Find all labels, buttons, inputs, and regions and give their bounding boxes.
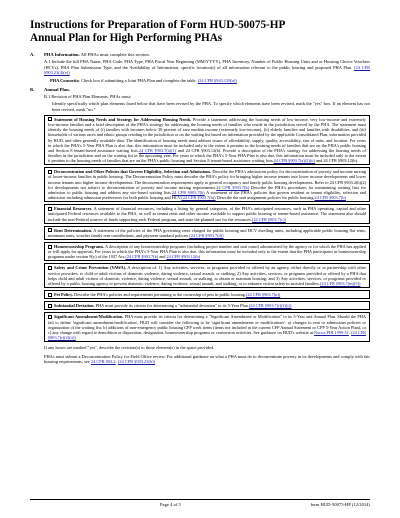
plan-element-box [44, 226, 370, 240]
element-checkbox[interactable] [48, 293, 52, 297]
citation-link[interactable]: (24 CFR §903.7(r)(2)(i)) [248, 303, 292, 309]
citation-link[interactable]: (24 CFR §903.7(r)(2)(ii)) [48, 329, 366, 341]
plan-element-box [44, 290, 370, 299]
plan-element-box [44, 167, 370, 202]
citation-link[interactable]: (24 CFR §903.23(4)(e)) [44, 64, 371, 75]
citation-link[interactable]: (24 CFR §903.7(c)) [251, 216, 286, 222]
citation-link[interactable]: (24 CFR §943.128(a)) [197, 78, 237, 84]
element-checkbox[interactable] [48, 207, 52, 211]
element-text: and [158, 254, 167, 260]
section-a-heading: A. PHA Information. All PHAs must complete this section. [30, 52, 150, 57]
element-text: A description of any homeownership programs (including project number and unit count) administered by the agency or for which the PHA has applied or will apply for approval. For years in which the PHA's 5-Year PHA Plan is also due, this information must be included only to the extent that the PHA participates in homeownership programs under section 8(y) of the 1937 Act. [48, 244, 366, 260]
element-checkbox[interactable] [48, 304, 52, 308]
element-checkbox[interactable] [48, 117, 52, 121]
form-identifier: form HUD-50075-HP (12/2014) [310, 502, 370, 507]
citation-link[interactable]: (24 CFR §903.7(d)) [189, 232, 224, 238]
section-b1-text: B.1 Revision of PHA Plan Elements. PHAs must: [44, 94, 132, 99]
element-checkbox[interactable] [48, 315, 52, 319]
element-text: Describe the PHA's procedures for maintaining waiting lists for admission to public housing and address any site-based waiting lists. [48, 184, 366, 195]
section-a1-text: A.1 Include the full PHA Name, PHA Code, PHA Type, PHA Fiscal Year Beginning (MM/YYYY), PHA Inventory, Number of Public Housing Units and or Housing Choice Vouchers (HCVs), PHA Plan Submission Type, and the Availability of Information, specific location(s) of all information relevant to the public hearing and proposed PHA Plan. (24 CFR §903.23(4)(e)) [44, 59, 371, 75]
element-checkbox[interactable] [48, 170, 52, 174]
deconcentration-note: PHAs must submit a Deconcentration Policy for Field Office review. For additional guidance on what a PHA must do to deconcentrate poverty in its developments and comply with fair housing requirements, see 24 CFR 903.2. (24 CFR §903.23(b)) [44, 353, 370, 364]
citation-link[interactable]: (24 CFR §903.7(b)) [181, 195, 216, 201]
citation-link[interactable]: (24 CFR §903.7(n)) [245, 292, 281, 298]
element-heading: Homeownership Programs. [54, 244, 105, 250]
element-checkbox[interactable] [48, 266, 52, 270]
title-line-2: Annual Plan for High Performing PHAs [30, 31, 223, 44]
citation-link[interactable]: (24 CFR §903.23(b)) [117, 358, 156, 364]
plan-elements-list [30, 115, 370, 342]
element-text: Describe the unit assignment policies for public housing. [215, 195, 315, 201]
element-text: PHA must provide its criteria for determining a "Significant Amendment or Modification" to its 5-Year and Annual Plan. Should the PHA fail to define 'significant amendment/modification', HUD will consider the following to be 'significant amendments or modifications': a) changes to rent or admissions policies or organization of the waiting list; b) additions of non-emergency public housing CFP work items (items not included in the current CFP Annual Statement or CFP 5-Year Action Plan); or c) any change with regard to demolition or disposition, designation, homeownership programs or conversion activities. See guidance on HUD's website at: [48, 314, 366, 335]
element-heading: Safety and Crime Prevention (VAWA). [54, 265, 127, 271]
element-text: Provide a statement addressing the housing needs of low-income, very low-income and extremely low-income families and a brief description of the PHA's strategy for addressing the housing needs of families who reside in the jurisdiction served by the PHA. The statement must identify the housing needs of (i) families with incomes below 30 percent of area median income (extremely low-income), (ii) elderly families and families with disabilities, and (iii) households of various races and ethnic groups residing in the jurisdiction or on the waiting list based on information provided by the applicable Consolidated Plan, information provided by HUD, and other generally available data. The identification of housing needs must address issues of affordability, supply, quality, accessibility, size of units, and location. For years in which the PHA's 5-Year PHA Plan is also due, this information must be included only to the extent it pertains to the housing needs of families that are on the PHA's public housing and Section 8 tenant-based assistance waiting lists. [48, 116, 366, 153]
element-text: A statement of the PHA's policies that govern resident or tenant eligibility, selection and admission including admission preferences for both public housing and HCV. [48, 189, 366, 201]
title-line-1: Instructions for Preparation of Form HUD-50075-HP [30, 19, 286, 31]
citation-link[interactable]: 24 CFR §903.7(a)(2)(ii) [273, 158, 316, 164]
citation-link[interactable]: (24 CFR §903.7(m)(5)) [319, 280, 361, 286]
element-heading: Statement of Housing Needs and Strategy for Addressing Housing Needs. [54, 116, 192, 122]
plan-element-box [44, 312, 370, 342]
pha-consortia-note: PHA Consortia: Check box if submitting a Joint PHA Plan and complete the table. (24 CFR §943.128(a)) [50, 78, 237, 84]
citation-link[interactable]: 24 CFR §903.7(b) [314, 195, 346, 201]
element-heading: Deconcentration and Other Policies that Govern Eligibility, Selection and Admissions. [54, 169, 212, 175]
element-text: and 24 CFR §903.12(b). Provide a description of the PHA's strategy for addressing the housing needs of families in the jurisdiction and on the waiting list in the upcoming year. For years in which the PHA's 5-Year PHA Plan is also due, this information must be included only to the extent it pertains to the housing needs of families that are on the PHA's public housing and Section 8 tenant-based assistance waiting lists. [48, 147, 366, 164]
element-text: . [348, 329, 352, 335]
plan-element-box [44, 263, 370, 288]
element-heading: Significant Amendment/Modification. [54, 314, 124, 320]
citation-link[interactable]: 24 CFR §903.7(b) [216, 184, 250, 190]
element-text: A statement of the policies of the PHA governing rents charged for public housing and HCV dwelling units, including applicable public housing flat rents, minimum rents, voucher family rent contributions, and payment standard policies. [48, 227, 366, 238]
element-heading: Financial Resources. [54, 206, 93, 212]
citation-link[interactable]: Notice PIH 1999-51 [314, 329, 349, 335]
element-heading: Rent Determination. [54, 227, 93, 233]
element-heading: Substantial Deviation. [54, 303, 95, 309]
revision-instruction: If any boxes are marked "yes", describe the revision(s) to those element(s) in the space provided. [44, 345, 215, 351]
citation-link[interactable]: 24 CFR §903.7(a)(1) [138, 147, 177, 153]
element-checkbox[interactable] [48, 245, 52, 249]
page-footer [30, 499, 370, 507]
element-heading: Pet Policy. [54, 292, 74, 298]
element-text: and 24 CFR §903.12(b). [315, 158, 359, 164]
citation-link[interactable]: (24 CFR §903.7(k) [125, 254, 159, 260]
document-title [30, 0, 370, 44]
page-number: Page 4 of 5 [160, 502, 181, 507]
plan-element-box [44, 204, 370, 223]
element-text: PHA must provide its criteria for determining a "substantial deviation" to its 5-Year Plan. [94, 303, 249, 309]
citation-link[interactable]: 24 CFR §903.12(b) [166, 254, 201, 260]
element-text: A statement of financial resources, including a listing by general categories, of the PHA's anticipated resources, such as PHA operating, capital and other anticipated Federal resources available to the PHA, as well as tenant rents and other income available to support public housing or tenant-based assistance. The statement also should include the non-Federal sources of funds supporting each Federal program, and state the planned use for the resources. [48, 206, 366, 222]
citation-link[interactable]: 24 CFR 903.2 [90, 358, 116, 364]
element-text: A description of: 1) Any activities, services, or programs provided or offered by an agency, either directly or in partnership with other service providers, to child or adult victims of domestic violence, dating violence, sexual assault, or stalking; 2) Any activities, services, or programs provided or offered by a PHA that helps child and adult victims of domestic violence, dating violence, sexual assault, or stalking, to obtain or maintain housing; and 3) Any activities, services, or programs provided or offered by a public housing agency to prevent domestic violence, dating violence, sexual assault, and stalking, or to enhance victim safety in assisted families. [48, 265, 366, 286]
plan-element-box [44, 242, 370, 261]
citation-link[interactable]: 24 CFR §903.7(b) [171, 189, 205, 195]
element-checkbox[interactable] [48, 228, 52, 232]
element-text: Describe the PHA's policies and requirements pertaining to the ownership of pets in public housing. [73, 292, 246, 298]
element-text: Describe the PHA's admissions policy for deconcentration of poverty and income mixing of lower-income families in public housing. The Deconcentration Policy must describe the PHA's policy for bringing higher income tenants into lower income developments and lower income tenants into higher income developments. The deconcentration requirements apply to general occupancy and family public housing developments. Refer to 24 CFR §903.2(b)(2) for developments not subject to deconcentration of poverty and income mixing requirements. [48, 169, 366, 190]
section-b1-intro: Identify specifically which plan elements listed below that have been revised by the PHA. To specify which elements have been revised, mark the "yes" box. If an element has not been revised, mark "no." [52, 101, 370, 112]
plan-element-box [44, 115, 370, 165]
plan-element-box [44, 301, 370, 310]
section-b-heading: B. Annual Plan. [30, 86, 70, 92]
